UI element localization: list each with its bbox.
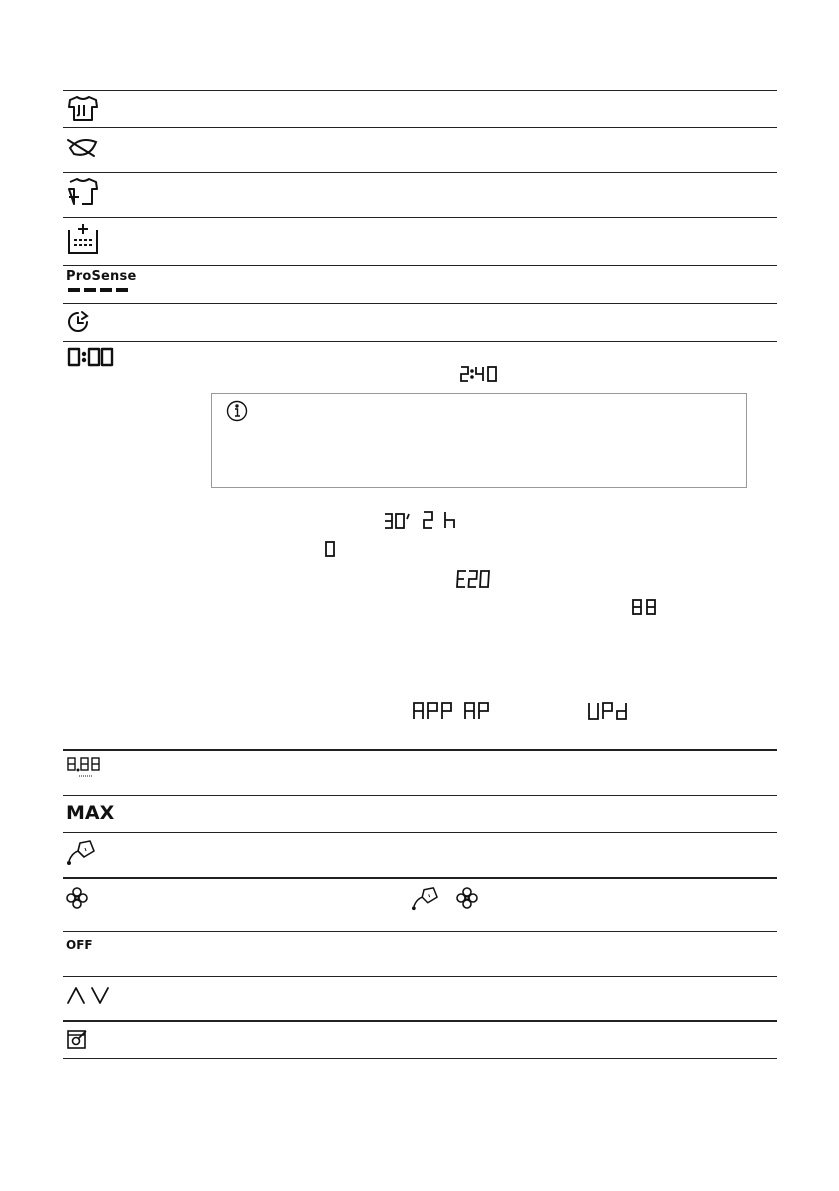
display-888-icon bbox=[67, 757, 103, 779]
display-2-40 bbox=[460, 365, 502, 383]
rule-6 bbox=[63, 341, 777, 342]
rule-1 bbox=[63, 127, 777, 128]
display-upd bbox=[588, 701, 638, 721]
rule-11 bbox=[63, 931, 777, 932]
clock-start-icon bbox=[66, 310, 92, 334]
time-display-icon bbox=[67, 347, 115, 367]
rule-9 bbox=[63, 832, 777, 833]
rinse-aid-icon bbox=[66, 839, 96, 867]
display-2-hours bbox=[423, 510, 463, 530]
leaf-icon bbox=[66, 136, 100, 160]
rule-top bbox=[63, 90, 777, 91]
rinse-aid-inline-icon bbox=[411, 886, 439, 912]
rule-3 bbox=[63, 217, 777, 218]
rule-2 bbox=[63, 172, 777, 173]
up-down-arrows-icon bbox=[66, 984, 112, 1006]
water-plus-icon bbox=[66, 222, 100, 256]
rule-12 bbox=[63, 976, 777, 977]
rule-5 bbox=[63, 303, 777, 304]
rule-10 bbox=[63, 877, 777, 879]
rule-7 bbox=[63, 749, 777, 751]
shirt-icon bbox=[66, 96, 100, 122]
display-88 bbox=[632, 598, 660, 616]
rule-4 bbox=[63, 265, 777, 266]
door-check-icon bbox=[66, 1028, 88, 1050]
rule-13 bbox=[63, 1020, 777, 1022]
display-app-ap bbox=[413, 701, 499, 721]
info-icon bbox=[226, 400, 248, 426]
max-label: MAX bbox=[66, 802, 115, 824]
note-box bbox=[211, 393, 747, 488]
prosense-icon bbox=[66, 270, 136, 294]
softener-inline-icon bbox=[456, 887, 478, 909]
prosense-label: ProSense bbox=[66, 269, 137, 284]
rule-8 bbox=[63, 795, 777, 796]
off-label: OFF bbox=[66, 938, 93, 952]
display-error-e20 bbox=[455, 569, 497, 589]
softener-icon bbox=[66, 887, 88, 909]
display-zero bbox=[324, 540, 338, 558]
rule-bottom bbox=[63, 1058, 777, 1059]
display-30-minutes bbox=[384, 512, 418, 530]
shirt-plus-icon bbox=[66, 178, 100, 208]
